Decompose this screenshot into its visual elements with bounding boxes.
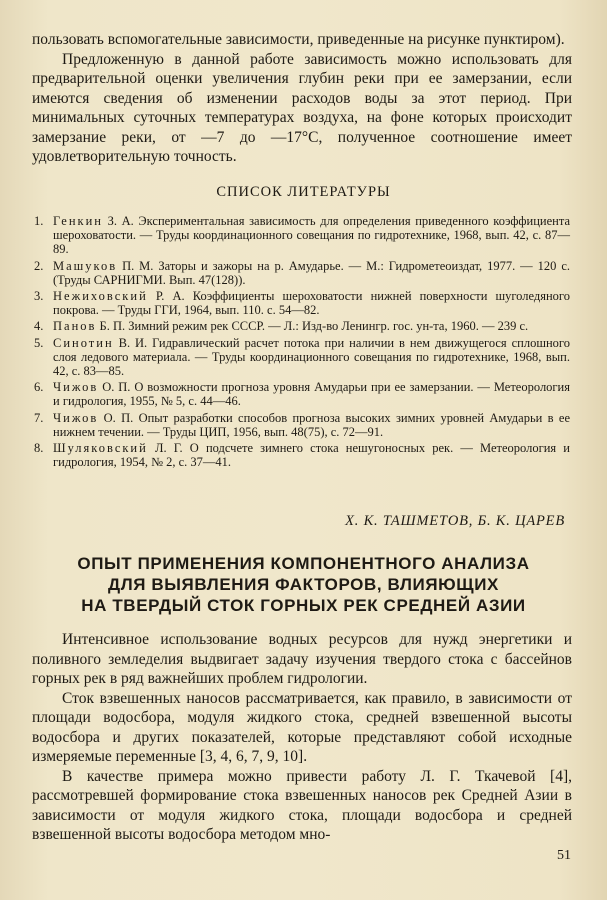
reference-item bbox=[34, 380, 570, 408]
reference-item bbox=[34, 259, 570, 287]
body-paragraph-3: В качестве примера можно привести работу Л. Г. Ткачевой [4], рассмотревшей формирование стока взвешенных наносов рек Средней Азии в зависимости от модуля жидкого стока, площади водосбора и средней взвешенной высоты водосбора методом мно- bbox=[32, 767, 572, 843]
references-list bbox=[34, 214, 570, 471]
reference-text: О. П. О возможности прогноза уровня Амударьи при ее замерзании. — Метеорология и гидрология, 1955, № 5, с. 44—46. bbox=[53, 380, 570, 409]
article-title-line: НА ТВЕРДЫЙ СТОК ГОРНЫХ РЕК СРЕДНЕЙ АЗИИ bbox=[81, 596, 526, 615]
reference-item bbox=[34, 336, 570, 379]
article-body bbox=[32, 630, 572, 845]
article-authors: Х. К. ТАШМЕТОВ, Б. К. ЦАРЕВ bbox=[345, 513, 565, 529]
references-heading: СПИСОК ЛИТЕРАТУРЫ bbox=[216, 184, 391, 200]
reference-text: П. М. Заторы и зажоры на р. Амударье. — М.: Гидрометеоиздат, 1977. — 120 с. (Труды САРНИГМИ. Вып. 47(128)). bbox=[53, 258, 570, 287]
reference-item bbox=[34, 319, 570, 333]
reference-author: Шуляковский bbox=[53, 441, 148, 456]
reference-text: Р. А. Коэффициенты шероховатости нижней поверхности шуголедяного покрова. — Труды ГГИ, 1964, вып. 110. с. 54—82. bbox=[53, 289, 570, 318]
reference-author: Чижов bbox=[53, 380, 99, 395]
reference-item bbox=[34, 289, 570, 317]
reference-number: 8. bbox=[34, 441, 44, 456]
reference-item bbox=[34, 411, 570, 439]
reference-text: В. И. Гидравлический расчет потока при наличии в нем движущегося сплошного слоя ледового материала. — Труды координационного совещания по гидротехнике, 1968, вып. 42, с. 83—85. bbox=[53, 335, 570, 379]
intro-paragraph-1: пользовать вспомогательные зависимости, приведенные на рисунке пунктиром). bbox=[32, 31, 565, 48]
reference-item bbox=[34, 214, 570, 257]
reference-number: 2. bbox=[34, 258, 44, 273]
reference-author: Чижов bbox=[53, 410, 99, 425]
reference-number: 7. bbox=[34, 410, 44, 425]
reference-author: Генкин bbox=[53, 214, 103, 228]
reference-item bbox=[34, 441, 570, 469]
reference-author: Панов bbox=[53, 319, 97, 334]
article-title bbox=[0, 553, 607, 616]
reference-number: 1. bbox=[34, 214, 44, 228]
body-paragraph-1: Интенсивное использование водных ресурсов для нужд энергетики и поливного земледелия выдвигает задачу изучения твердого стока с бассейнов горных рек в ряд важнейших проблем гидрологии. bbox=[32, 631, 572, 687]
page-number: 51 bbox=[557, 848, 571, 863]
article-title-line: ОПЫТ ПРИМЕНЕНИЯ КОМПОНЕНТНОГО АНАЛИЗА bbox=[77, 554, 530, 573]
reference-author: Нежиховский bbox=[53, 289, 148, 304]
reference-number: 4. bbox=[34, 319, 44, 334]
reference-text: О. П. Опыт разработки способов прогноза высоких зимних уровней Амударьи в ее нижнем течении. — Труды ЦИП, 1956, вып. 48(75), с. 72—91. bbox=[53, 410, 570, 439]
reference-text: Б. П. Зимний режим рек СССР. — Л.: Изд-во Ленингр. гос. ун-та, 1960. — 239 с. bbox=[96, 319, 529, 334]
reference-author: Синотин bbox=[53, 335, 114, 350]
intro-text bbox=[32, 30, 572, 167]
reference-number: 3. bbox=[34, 289, 44, 304]
intro-paragraph-2: Предложенную в данной работе зависимость можно использовать для предварительной оценки увеличения глубин реки при ее замерзании, если имеются сведения об изменении расходов воды за этот период. При минимальных суточных температурах воздуха, на фоне которых происходит замерзание реки, от —7 до —17°С, полученное соотношение имеет удовлетворительную точность. bbox=[32, 50, 572, 165]
reference-number: 5. bbox=[34, 335, 44, 350]
article-title-line: ДЛЯ ВЫЯВЛЕНИЯ ФАКТОРОВ, ВЛИЯЮЩИХ bbox=[108, 575, 499, 594]
reference-author: Машуков bbox=[53, 258, 118, 273]
reference-text: З. А. Экспериментальная зависимость для определения приведенного коэффициента шероховатости. — Труды координационного совещания по гидротехнике, 1968, вып. 42, с. 87—89. bbox=[53, 214, 570, 257]
reference-number: 6. bbox=[34, 380, 44, 395]
reference-text: Л. Г. О подсчете зимнего стока нешугоносных рек. — Метеорология и гидрология, 1954, № 2, с. 37—41. bbox=[53, 441, 570, 470]
body-paragraph-2: Сток взвешенных наносов рассматривается, как правило, в зависимости от площади водосбора, модуля жидкого стока, средней взвешенной высоты водосбора и других показателей, которые представляют собой исходные измеряемые переменные [3, 4, 6, 7, 9, 10]. bbox=[32, 689, 572, 765]
